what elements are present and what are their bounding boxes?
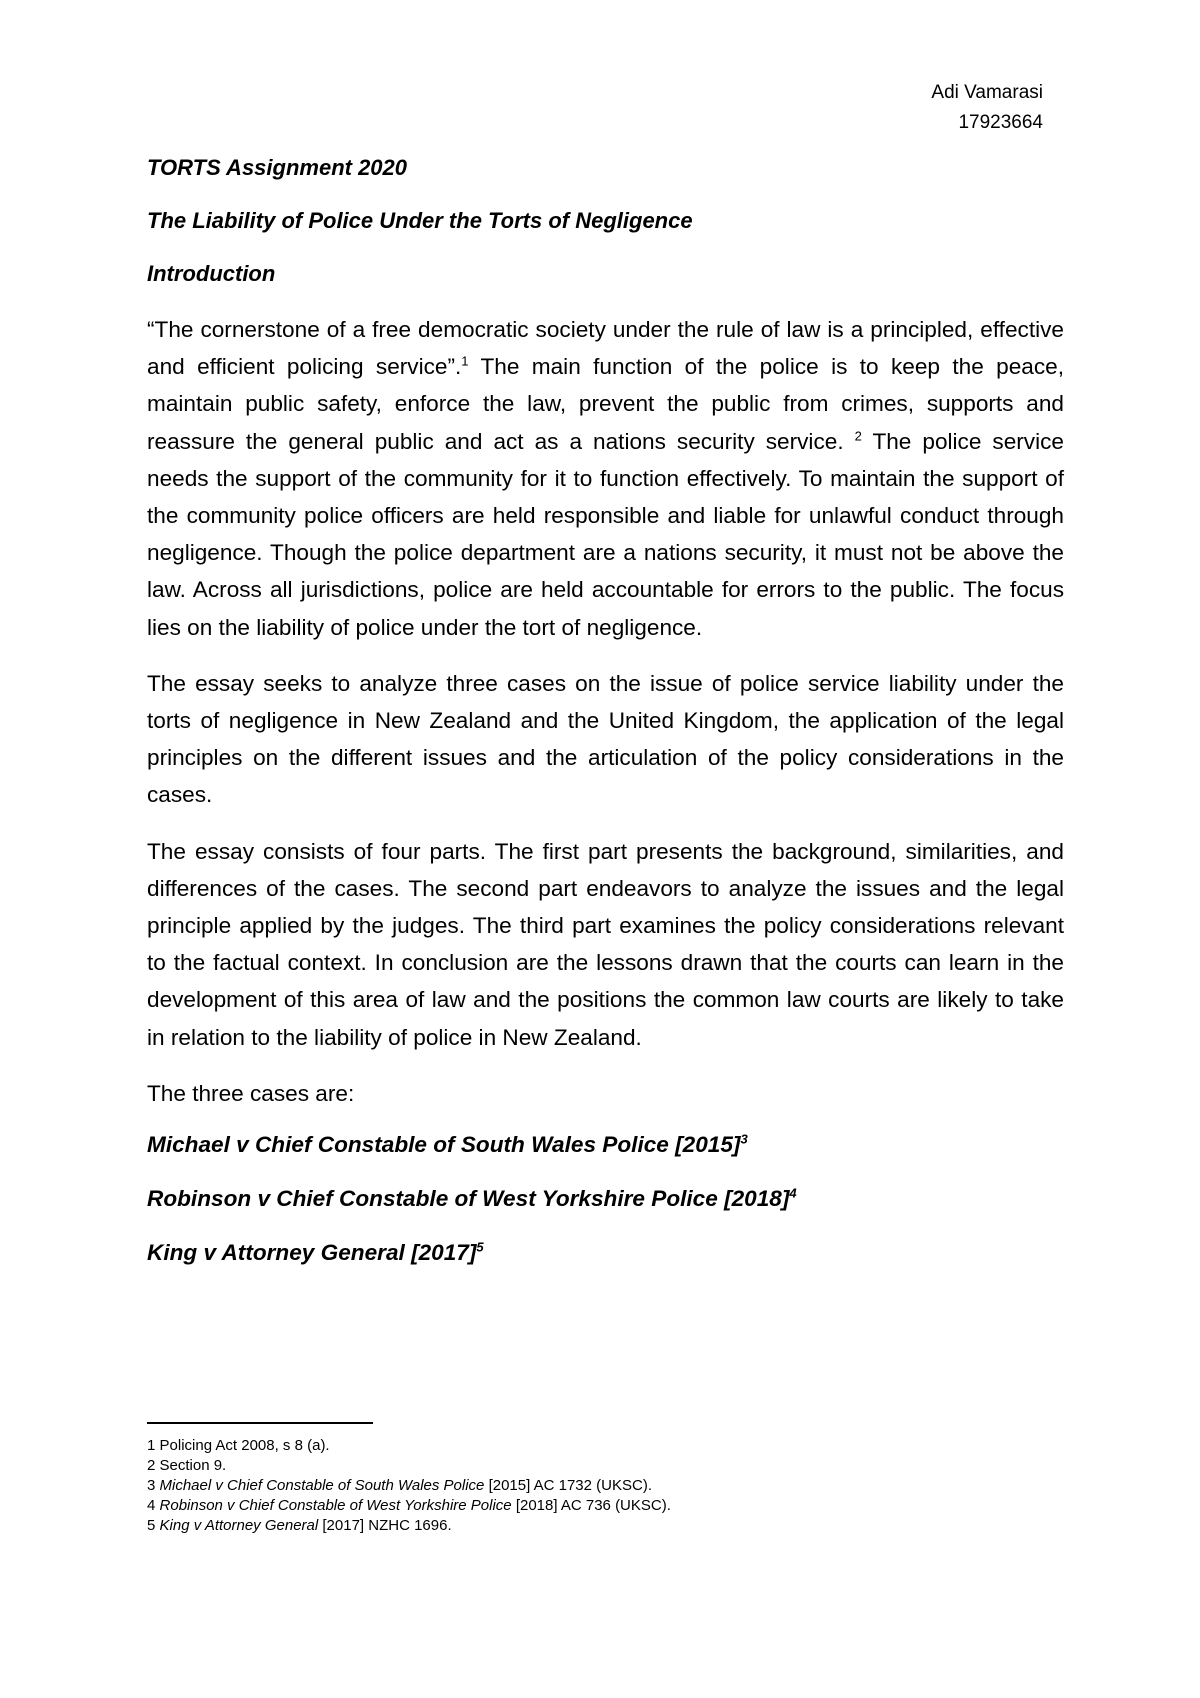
- section-heading: Introduction: [147, 261, 276, 286]
- case-name: King v Attorney General [2017]: [147, 1239, 477, 1265]
- footnote-ref-4[interactable]: 4: [789, 1185, 797, 1201]
- footnote-citation: [2015] AC 1732 (UKSC).: [484, 1477, 652, 1494]
- footnote-number: 2: [147, 1457, 156, 1474]
- author-name: Adi Vamarasi: [931, 82, 1043, 103]
- footnote-case-name: Robinson v Chief Constable of West Yorkshire Police: [159, 1497, 512, 1514]
- footnote-case-name: King v Attorney General: [159, 1517, 319, 1534]
- case-name: Robinson v Chief Constable of West Yorkshire Police [2018]: [147, 1185, 790, 1211]
- footnote-text: Section 9.: [155, 1457, 227, 1474]
- footnote-4: [147, 1496, 1064, 1516]
- structure-paragraph: The essay consists of four parts. The first part presents the background, similarities, and differences of the cases. The second part endeavors to analyze the issues and the legal principle applied by the judges. The third part examines the policy considerations relevant to the factual context. In conclusion are the lessons drawn that the courts can learn in the development of this area of law and the positions the common law courts are likely to take in relation to the liability of police in New Zealand.: [147, 838, 1064, 1050]
- footnote-number: 5: [147, 1517, 156, 1534]
- footnote-citation: [2018] AC 736 (UKSC).: [511, 1497, 671, 1514]
- footnote-text: Policing Act 2008, s 8 (a).: [155, 1437, 330, 1454]
- footnote-ref-5[interactable]: 5: [476, 1239, 484, 1255]
- page-header: [931, 78, 1043, 138]
- footnote-2: [147, 1456, 1064, 1476]
- footnote-citation: [2017] NZHC 1696.: [318, 1517, 452, 1534]
- case-robinson: [147, 1180, 1064, 1217]
- footnote-separator: [147, 1422, 373, 1424]
- footnote-number: 3: [147, 1477, 156, 1494]
- scope-paragraph: The essay seeks to analyze three cases on the issue of police service liability under the torts of negligence in New Zealand and the United Kingdom, the application of the legal principles on the different issues and the articulation of the policy considerations in the cases.: [147, 670, 1064, 808]
- document-body: [147, 152, 1064, 1288]
- footnotes-section: [147, 1422, 1064, 1536]
- student-id: 17923664: [958, 112, 1043, 133]
- footnote-3: [147, 1476, 1064, 1496]
- intro-paragraph: [147, 311, 1064, 646]
- intro-text-a: The main function of the police is to keep the peace, maintain public safety, enforce the law, prevent the public from crimes, supports and reassure the general public and act as a nations security service.: [147, 354, 1064, 454]
- essay-title: The Liability of Police Under the Torts of Negligence: [147, 208, 693, 233]
- footnote-number: 1: [147, 1437, 156, 1454]
- case-king: [147, 1234, 1064, 1271]
- footnote-1: [147, 1436, 1064, 1456]
- footnote-number: 4: [147, 1497, 156, 1514]
- course-title: TORTS Assignment 2020: [147, 155, 408, 180]
- footnote-ref-3[interactable]: 3: [740, 1131, 748, 1147]
- footnote-5: [147, 1516, 1064, 1536]
- cases-intro: The three cases are:: [147, 1080, 355, 1106]
- footnote-case-name: Michael v Chief Constable of South Wales Police: [159, 1477, 485, 1494]
- intro-text-b: The police service needs the support of the community for it to function effectively. To maintain the support of the community police officers are held responsible and liable for unlawful conduct through negligence. Though the police department are a nations security, it must not be above the law. Across all jurisdictions, police are held accountable for errors to the public. The focus lies on the liability of police under the tort of negligence.: [147, 428, 1064, 640]
- footnote-ref-1[interactable]: 1: [461, 353, 469, 369]
- case-michael: [147, 1126, 1064, 1163]
- footnote-ref-2[interactable]: 2: [854, 428, 862, 444]
- case-name: Michael v Chief Constable of South Wales Police [2015]: [147, 1131, 741, 1157]
- opening-quote: “The cornerstone of a free democratic society under the rule of law is a principled, effective and efficient policing service”.: [147, 317, 1064, 380]
